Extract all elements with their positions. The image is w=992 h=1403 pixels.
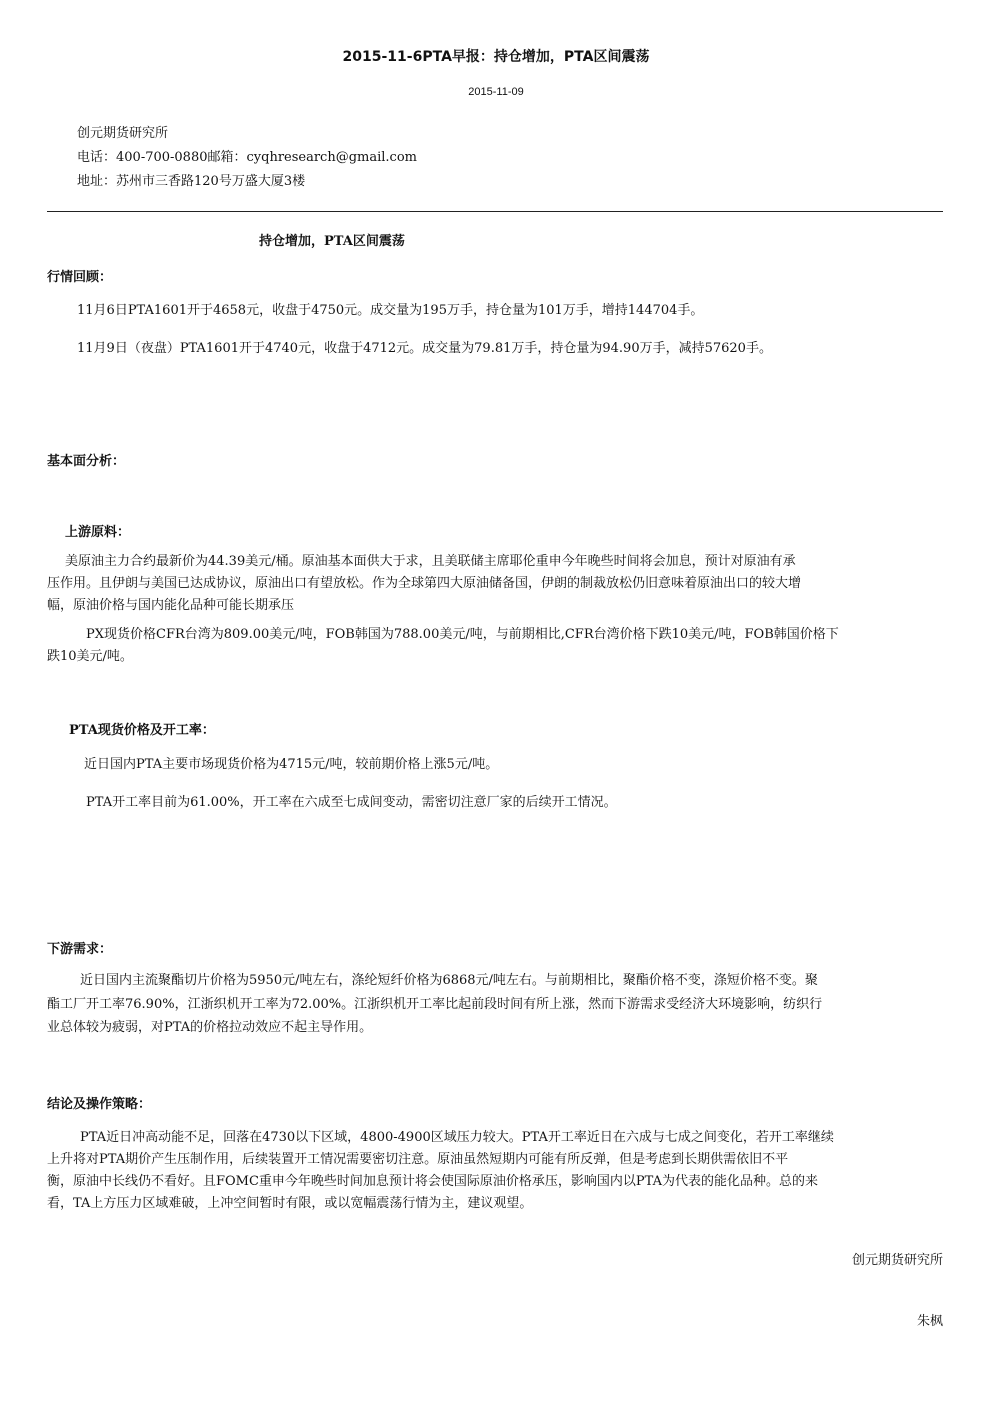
upstream-line-3: 幅，原油价格与国内能化品种可能长期承压 [47, 598, 295, 613]
signature-author: 朱枫 [916, 1314, 943, 1329]
downstream-line-1: 近日国内主流聚酯切片价格为5950元/吨左右，涤纶短纤价格为6868元/吨左右。与前期相比，聚酯价格不变，涤短价格不变。聚 [80, 973, 818, 988]
conclusion-line-2: 上升将对PTA期价产生压制作用，后续装置开工情况需要密切注意。原油虽然短期内可能有所反弹，但是考虑到长期供需依旧不平 [47, 1152, 789, 1167]
px-line-1: PX现货价格CFR台湾为809.00美元/吨，FOB韩国为788.00美元/吨，与前期相比,CFR台湾价格下跌10美元/吨，FOB韩国价格下 [86, 627, 839, 642]
conclusion-line-1: PTA近日冲高动能不足，回落在4730以下区域，4800-4900区域压力较大。PTA开工率近日在六成与七成之间变化，若开工率继续 [80, 1130, 834, 1145]
pta-spot-heading: PTA现货价格及开工率： [69, 723, 215, 738]
contact-line: 电话：400-700-0880邮箱：cyqhresearch@gmail.com [77, 150, 417, 165]
review-paragraph-2: 11月9日（夜盘）PTA1601开于4740元，收盘于4712元。成交量为79.81万手，持仓量为94.90万手，减持57620手。 [77, 341, 772, 356]
document-title: 2015-11-6PTA早报：持仓增加，PTA区间震荡 [342, 49, 650, 65]
upstream-line-2: 压作用。且伊朗与美国已达成协议，原油出口有望放松。作为全球第四大原油储备国，伊朗的制裁放松仍旧意味着原油出口的较大增 [47, 576, 802, 591]
review-paragraph-1: 11月6日PTA1601开于4658元，收盘于4750元。成交量为195万手，持仓量为101万手，增持144704手。 [77, 303, 704, 318]
signature-org: 创元期货研究所 [851, 1253, 943, 1268]
downstream-line-3: 业总体较为疲弱，对PTA的价格拉动效应不起主导作用。 [47, 1020, 373, 1035]
downstream-line-2: 酯工厂开工率76.90%，江浙织机开工率为72.00%。江浙织机开工率比起前段时间有所上涨，然而下游需求受经济大环境影响，纺织行 [47, 997, 823, 1012]
upstream-line-1: 美原油主力合约最新价为44.39美元/桶。原油基本面供大于求，且美联储主席耶伦重申今年晚些时间将会加息，预计对原油有承 [65, 554, 796, 569]
pta-spot-paragraph-1: 近日国内PTA主要市场现货价格为4715元/吨，较前期价格上涨5元/吨。 [84, 757, 499, 772]
address-line: 地址：苏州市三香路120号万盛大厦3楼 [77, 174, 306, 189]
upstream-heading: 上游原料： [65, 525, 131, 540]
org-name: 创元期货研究所 [77, 126, 169, 141]
fundamental-heading: 基本面分析： [47, 454, 126, 469]
pta-spot-paragraph-2: PTA开工率目前为61.00%，开工率在六成至七成间变动，需密切注意厂家的后续开工情况。 [86, 795, 617, 810]
review-heading: 行情回顾： [47, 270, 113, 285]
document-date: 2015-11-09 [468, 86, 524, 98]
conclusion-line-3: 衡，原油中长线仍不看好。且FOMC重申今年晚些时间加息预计将会使国际原油价格承压，影响国内以PTA为代表的能化品种。总的来 [47, 1174, 819, 1189]
conclusion-line-4: 看，TA上方压力区域难破，上冲空间暂时有限，或以宽幅震荡行情为主，建议观望。 [47, 1196, 533, 1211]
report-subtitle: 持仓增加，PTA区间震荡 [259, 234, 405, 249]
divider [47, 211, 943, 212]
conclusion-heading: 结论及操作策略： [47, 1097, 152, 1112]
downstream-heading: 下游需求： [47, 942, 113, 957]
px-line-2: 跌10美元/吨。 [47, 649, 133, 664]
